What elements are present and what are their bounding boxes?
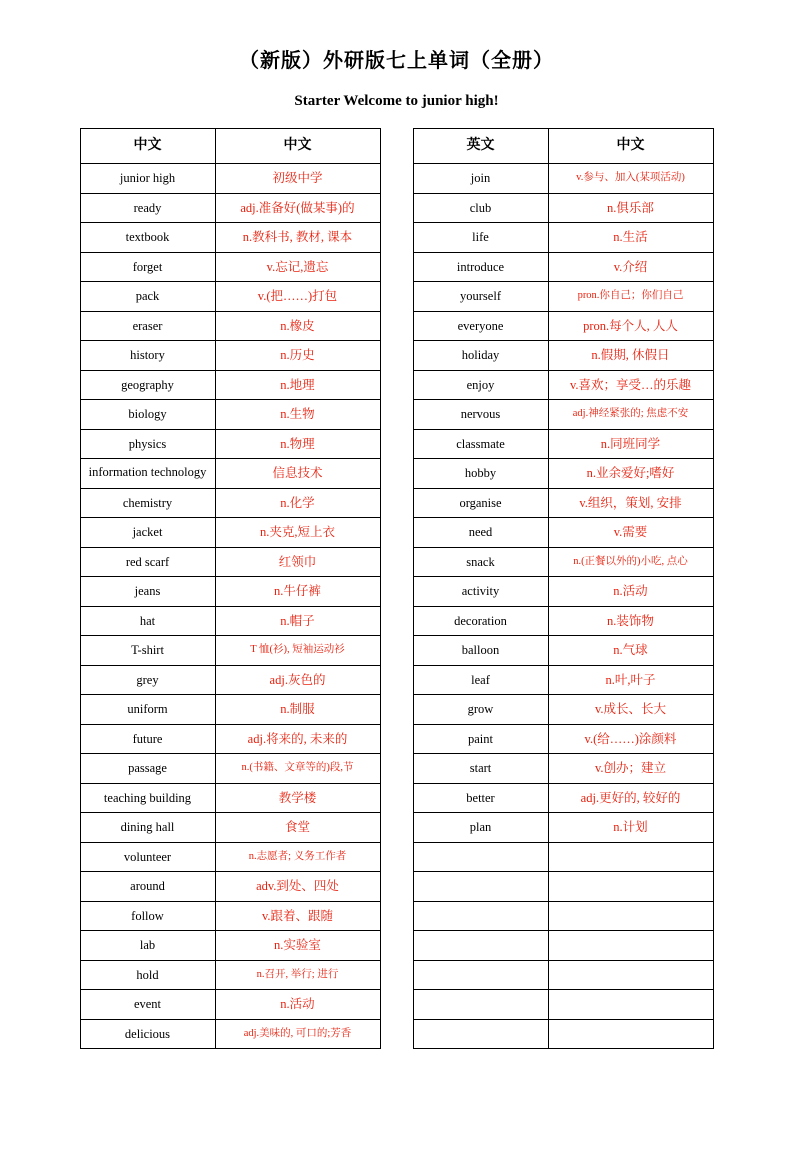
word-english: junior high [80, 164, 215, 194]
word-chinese: n.假期, 休假日 [548, 341, 713, 371]
word-chinese: n.历史 [215, 341, 380, 371]
word-chinese [548, 960, 713, 990]
word-chinese: T 恤(衫), 短袖运动衫 [215, 636, 380, 666]
word-english: hat [80, 606, 215, 636]
table-header-row [413, 129, 713, 164]
word-chinese: n.业余爱好;嗜好 [548, 459, 713, 489]
word-english: club [413, 193, 548, 223]
table-body-left [80, 164, 380, 1049]
word-english: lab [80, 931, 215, 961]
table-row [80, 282, 380, 312]
table-row [413, 429, 713, 459]
word-english: jeans [80, 577, 215, 607]
word-english [413, 931, 548, 961]
table-row [80, 665, 380, 695]
word-chinese: adv.到处、四处 [215, 872, 380, 902]
word-english: around [80, 872, 215, 902]
table-row [413, 400, 713, 430]
table-row [413, 606, 713, 636]
word-english: follow [80, 901, 215, 931]
table-row [413, 636, 713, 666]
table-row [80, 577, 380, 607]
word-english [413, 1019, 548, 1049]
word-english: life [413, 223, 548, 253]
table-row [80, 783, 380, 813]
table-row [80, 724, 380, 754]
table-row [413, 901, 713, 931]
table-row [80, 754, 380, 784]
word-english: hold [80, 960, 215, 990]
table-row [80, 960, 380, 990]
word-chinese: n.活动 [215, 990, 380, 1020]
word-english: leaf [413, 665, 548, 695]
word-chinese: n.同班同学 [548, 429, 713, 459]
table-row [413, 311, 713, 341]
word-english [413, 960, 548, 990]
column-header-chinese: 中文 [548, 129, 713, 164]
table-row [413, 872, 713, 902]
word-english [413, 990, 548, 1020]
word-chinese: n.计划 [548, 813, 713, 843]
word-english: delicious [80, 1019, 215, 1049]
word-chinese: adj.准备好(做某事)的 [215, 193, 380, 223]
table-row [80, 370, 380, 400]
word-english: join [413, 164, 548, 194]
word-english: event [80, 990, 215, 1020]
table-row [413, 547, 713, 577]
word-chinese: n.制服 [215, 695, 380, 725]
word-chinese: n.牛仔裤 [215, 577, 380, 607]
word-chinese: n.生活 [548, 223, 713, 253]
word-chinese: v.忘记,遗忘 [215, 252, 380, 282]
table-row [413, 842, 713, 872]
word-chinese: n.生物 [215, 400, 380, 430]
word-chinese: n.物理 [215, 429, 380, 459]
table-row [413, 960, 713, 990]
word-chinese: adj.将来的, 未来的 [215, 724, 380, 754]
word-english: paint [413, 724, 548, 754]
word-chinese: v.喜欢；享受…的乐趣 [548, 370, 713, 400]
word-english: dining hall [80, 813, 215, 843]
word-english: balloon [413, 636, 548, 666]
word-english: holiday [413, 341, 548, 371]
table-row [80, 223, 380, 253]
word-english: grow [413, 695, 548, 725]
word-chinese: n.帽子 [215, 606, 380, 636]
word-chinese: n.装饰物 [548, 606, 713, 636]
word-chinese [548, 1019, 713, 1049]
table-row [80, 695, 380, 725]
word-english: red scarf [80, 547, 215, 577]
word-english: grey [80, 665, 215, 695]
word-chinese: v.成长、长大 [548, 695, 713, 725]
table-row [413, 813, 713, 843]
word-english: activity [413, 577, 548, 607]
word-english [413, 842, 548, 872]
table-row [80, 813, 380, 843]
word-english: organise [413, 488, 548, 518]
word-english: uniform [80, 695, 215, 725]
table-row [413, 341, 713, 371]
word-english: history [80, 341, 215, 371]
word-chinese: v.组织，策划, 安排 [548, 488, 713, 518]
table-row [413, 223, 713, 253]
word-chinese: n.地理 [215, 370, 380, 400]
table-row [413, 724, 713, 754]
word-chinese: 初级中学 [215, 164, 380, 194]
table-row [413, 193, 713, 223]
word-english: introduce [413, 252, 548, 282]
word-chinese: pron.你自己；你们自己 [548, 282, 713, 312]
word-chinese: pron.每个人, 人人 [548, 311, 713, 341]
table-row [413, 252, 713, 282]
word-chinese: n.夹克,短上衣 [215, 518, 380, 548]
table-header-row [80, 129, 380, 164]
vocabulary-table-left [80, 128, 381, 1049]
vocabulary-tables [0, 128, 793, 1049]
word-english: enjoy [413, 370, 548, 400]
word-chinese: n.橡皮 [215, 311, 380, 341]
table-row [80, 1019, 380, 1049]
word-english: eraser [80, 311, 215, 341]
word-english: textbook [80, 223, 215, 253]
word-chinese: v.(给……)涂颜料 [548, 724, 713, 754]
table-row [80, 901, 380, 931]
word-english: nervous [413, 400, 548, 430]
document-page [0, 44, 793, 1166]
word-chinese: n.活动 [548, 577, 713, 607]
table-row [413, 931, 713, 961]
table-row [80, 488, 380, 518]
word-english: hobby [413, 459, 548, 489]
table-row [413, 459, 713, 489]
column-header-english: 中文 [80, 129, 215, 164]
word-chinese [548, 872, 713, 902]
word-chinese [548, 901, 713, 931]
word-english: ready [80, 193, 215, 223]
table-row [413, 665, 713, 695]
word-chinese: 信息技术 [215, 459, 380, 489]
word-english: T-shirt [80, 636, 215, 666]
word-chinese: v.介绍 [548, 252, 713, 282]
table-row [80, 193, 380, 223]
word-chinese [548, 842, 713, 872]
word-chinese [548, 931, 713, 961]
word-english [413, 901, 548, 931]
word-chinese: v.创办；建立 [548, 754, 713, 784]
table-row [80, 872, 380, 902]
table-row [80, 931, 380, 961]
page-title: （新版）外研版七上单词（全册） [239, 50, 554, 72]
table-row [413, 282, 713, 312]
page-subtitle: Starter Welcome to junior high! [294, 93, 499, 109]
table-row [80, 311, 380, 341]
word-english: pack [80, 282, 215, 312]
word-english: future [80, 724, 215, 754]
word-chinese: adj.更好的, 较好的 [548, 783, 713, 813]
table-body-right [413, 164, 713, 1049]
word-chinese [548, 990, 713, 1020]
word-english: forget [80, 252, 215, 282]
table-row [80, 990, 380, 1020]
table-row [413, 1019, 713, 1049]
table-row [80, 341, 380, 371]
table-row [80, 459, 380, 489]
word-english: yourself [413, 282, 548, 312]
table-row [413, 488, 713, 518]
word-english: need [413, 518, 548, 548]
table-row [80, 429, 380, 459]
table-row [80, 252, 380, 282]
word-english: classmate [413, 429, 548, 459]
word-english: teaching building [80, 783, 215, 813]
table-row [413, 754, 713, 784]
word-chinese: v.需要 [548, 518, 713, 548]
vocabulary-table-right [413, 128, 714, 1049]
word-english: information technology [80, 459, 215, 489]
word-english: volunteer [80, 842, 215, 872]
table-row [80, 547, 380, 577]
word-english: geography [80, 370, 215, 400]
table-row [80, 636, 380, 666]
table-row [413, 164, 713, 194]
word-chinese: n.实验室 [215, 931, 380, 961]
table-row [80, 164, 380, 194]
word-chinese: n.(书籍、文章等的)段,节 [215, 754, 380, 784]
table-row [413, 695, 713, 725]
word-chinese: v.跟着、跟随 [215, 901, 380, 931]
table-row [80, 400, 380, 430]
table-row [80, 518, 380, 548]
word-english: chemistry [80, 488, 215, 518]
word-chinese: adj.美味的, 可口的;芳香 [215, 1019, 380, 1049]
word-english: biology [80, 400, 215, 430]
table-row [413, 990, 713, 1020]
table-row [413, 577, 713, 607]
word-english: snack [413, 547, 548, 577]
word-chinese: 红领巾 [215, 547, 380, 577]
word-chinese: n.俱乐部 [548, 193, 713, 223]
word-english: better [413, 783, 548, 813]
table-row [413, 518, 713, 548]
word-english: decoration [413, 606, 548, 636]
word-english [413, 872, 548, 902]
word-chinese: n.叶,叶子 [548, 665, 713, 695]
word-chinese: 食堂 [215, 813, 380, 843]
word-chinese: n.志愿者; 义务工作者 [215, 842, 380, 872]
word-english: passage [80, 754, 215, 784]
word-chinese: adj.灰色的 [215, 665, 380, 695]
word-chinese: n.教科书, 教材, 课本 [215, 223, 380, 253]
word-chinese: n.气球 [548, 636, 713, 666]
word-chinese: v.参与、加入(某项活动) [548, 164, 713, 194]
column-header-chinese: 中文 [215, 129, 380, 164]
word-chinese: n.(正餐以外的)小吃, 点心 [548, 547, 713, 577]
column-header-english: 英文 [413, 129, 548, 164]
word-chinese: n.召开, 举行; 进行 [215, 960, 380, 990]
word-english: physics [80, 429, 215, 459]
table-row [413, 370, 713, 400]
word-english: start [413, 754, 548, 784]
table-row [413, 783, 713, 813]
word-chinese: v.(把……)打包 [215, 282, 380, 312]
word-english: jacket [80, 518, 215, 548]
word-chinese: n.化学 [215, 488, 380, 518]
word-english: plan [413, 813, 548, 843]
word-english: everyone [413, 311, 548, 341]
table-row [80, 842, 380, 872]
word-chinese: 教学楼 [215, 783, 380, 813]
word-chinese: adj.神经紧张的; 焦虑不安 [548, 400, 713, 430]
table-row [80, 606, 380, 636]
